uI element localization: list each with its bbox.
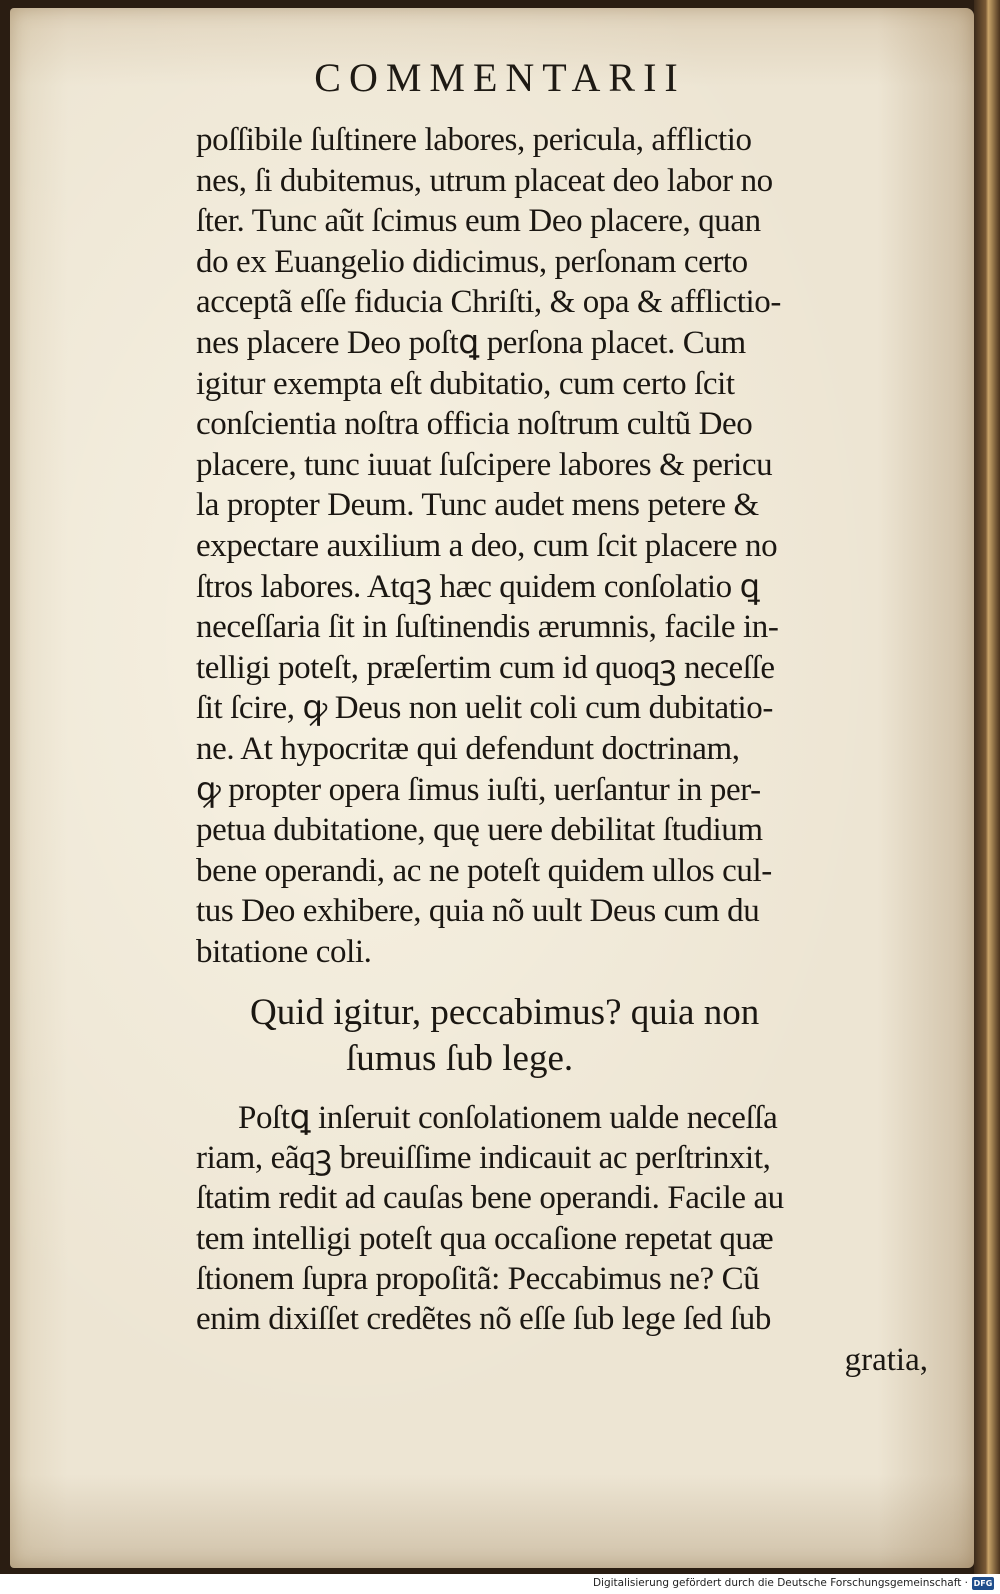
text-line: la propter Deum. Tunc audet mens petere & bbox=[196, 487, 759, 524]
text-line: bitatione coli. bbox=[196, 933, 372, 970]
heading-line: Quid igitur, peccabimus? quia non bbox=[250, 992, 760, 1033]
text-line: riam, eãqꝫ breuiſſime indicauit ac perſtrinxit, bbox=[196, 1140, 771, 1177]
text-line: ſtros labores. Atqꝫ hæc quidem conſolatio ꝗ bbox=[196, 568, 760, 605]
text-line: poſſibile ſuſtinere labores, pericula, afflictio bbox=[196, 122, 752, 158]
text-line: do ex Euangelio didicimus, perſonam certo bbox=[196, 243, 748, 280]
text-line: nes, ſi dubitemus, utrum placeat deo labor no bbox=[196, 162, 773, 199]
footer-credit: Digitalisierung gefördert durch die Deutsche Forschungsgemeinschaft · bbox=[592, 1577, 968, 1589]
text-line: ꝙ propter opera ſimus iuſti, uerſantur in per- bbox=[196, 771, 761, 808]
text-line: conſcientia noſtra officia noſtrum cultũ Deo bbox=[196, 406, 753, 443]
dfg-logo-icon: DFG bbox=[973, 1579, 993, 1588]
running-head: COMMENTARII bbox=[314, 55, 686, 100]
heading-line: ſumus ſub lege. bbox=[346, 1038, 574, 1079]
text-line: telligi poteſt, præſertim cum id quoqꝫ neceſſe bbox=[196, 649, 775, 686]
second-paragraph bbox=[196, 1098, 926, 1339]
section-heading bbox=[250, 990, 930, 1082]
text-line: ſter. Tunc aũt ſcimus eum Deo placere, quan bbox=[196, 203, 761, 240]
text-line: petua dubitatione, quę uere debilitat ſtudium bbox=[196, 812, 763, 849]
body-paragraph bbox=[196, 120, 926, 972]
book-cover-edge bbox=[974, 0, 1000, 1574]
text-line: tem intelligi poteſt qua occaſione repetat quæ bbox=[196, 1220, 774, 1257]
text-line: tus Deo exhibere, quia nõ uult Deus cum du bbox=[196, 893, 760, 930]
text-line: nes placere Deo poſtꝗ perſona placet. Cum bbox=[196, 324, 746, 361]
text-line: ne. At hypocritæ qui defendunt doctrinam, bbox=[196, 730, 740, 767]
text-line: placere, tunc iuuat ſuſcipere labores & pericu bbox=[196, 446, 773, 483]
text-line: ſtatim redit ad cauſas bene operandi. Facile au bbox=[196, 1180, 784, 1217]
text-line: expectare auxilium a deo, cum ſcit placere no bbox=[196, 527, 778, 564]
catchword: gratia, bbox=[844, 1342, 928, 1378]
text-line: acceptã eſſe fiducia Chriſti, & opa & afflictio- bbox=[196, 284, 781, 321]
text-line: igitur exempta eſt dubitatio, cum certo ſcit bbox=[196, 365, 735, 402]
text-line: ſtionem ſupra propoſitã: Peccabimus ne? Cũ bbox=[196, 1260, 760, 1297]
text-line: enim dixiſſet credẽtes nõ eſſe ſub lege ſed ſub bbox=[196, 1300, 772, 1337]
text-line: Poſtꝗ inſeruit conſolationem ualde neceſſa bbox=[238, 1100, 778, 1136]
text-line: bene operandi, ac ne poteſt quidem ullos cul- bbox=[196, 852, 772, 889]
text-line: ſit ſcire, ꝙ Deus non uelit coli cum dubitatio- bbox=[196, 690, 773, 727]
text-line: neceſſaria ſit in ſuſtinendis ærumnis, facile in- bbox=[196, 609, 779, 646]
